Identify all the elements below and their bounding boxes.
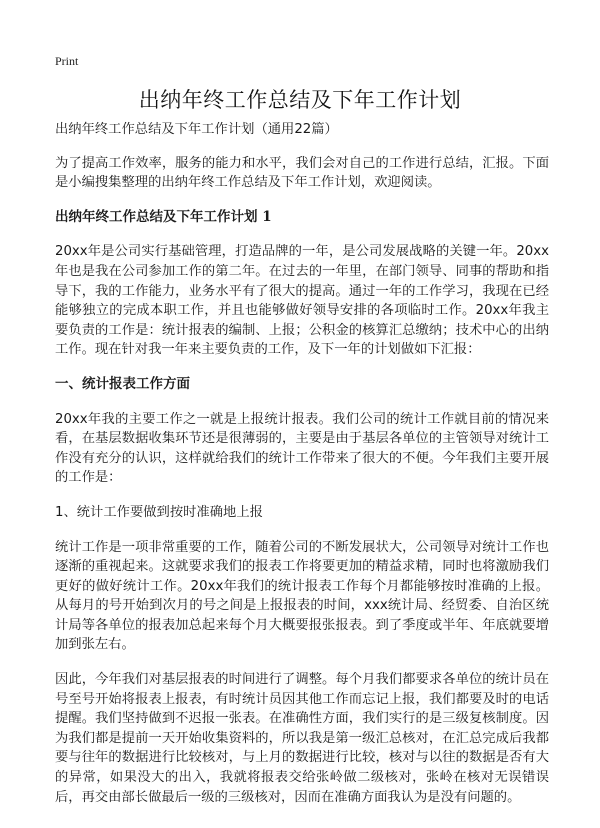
paragraph: 20xx年我的主要工作之一就是上报统计报表。我们公司的统计工作就目前的情况来看，在基层数据收集环节还是很薄弱的，主要是由于基层各单位的主管领导对统计工作没有充分的认识，这样就给我们的统计工作带来了很大的不便。今年我们主要开展的工作是： bbox=[55, 411, 549, 486]
document-subtitle: 出纳年终工作总结及下年工作计划（通用22篇） bbox=[55, 122, 338, 137]
intro-paragraph: 为了提高工作效率，服务的能力和水平，我们会对自己的工作进行总结，汇报。下面是小编搜集整理的出纳年终工作总结及下年工作计划，欢迎阅读。 bbox=[55, 155, 549, 191]
paragraph: 因此，今年我们对基层报表的时间进行了调整。每个月我们都要求各单位的统计员在号至号开始将报表上报表，有时统计员因其他工作而忘记上报，我们都要及时的电话提醒。我们坚持做到不迟报一张表。在准确性方面，我们实行的是三级复核制度。因为我们都是提前一天开始收集资料的，所以我是第一级汇总核对，在汇总完成后我都要与往年的数据进行比较核对，与上月的数据进行比较，核对与以往的数据是否有大的异常，如果没大的出入，我就将报表交给张岭做二级核对，张岭在核对无误错误后，再交由部长做最后一级的三级核对，因而在准确方面我认为是没有问题的。 bbox=[55, 672, 549, 805]
document-body bbox=[55, 120, 549, 822]
print-label: Print bbox=[55, 54, 79, 68]
paragraph: 统计工作是一项非常重要的工作，随着公司的不断发展状大，公司领导对统计工作也逐渐的重视起来。这就要求我们的报表工作将要更加的精益求精，同时也将激励我们更好的做好统计工作。20xx年我们的统计报表工作每个月都能够按时准确的上报。从每月的号开始到次月的号之间是上报报表的时间，xxx统计局、经贸委、自治区统计局等各单位的报表加总起来每个月大概要报张报表。到了季度或半年、年底就要增加到张左右。 bbox=[55, 539, 549, 653]
paragraph: 20xx年是公司实行基础管理，打造品牌的一年，是公司发展战略的关键一年。20xx年也是我在公司参加工作的第二年。在过去的一年里，在部门领导、同事的帮助和指导下，我的工作能力，业务水平有了很大的提高。通过一年的工作学习，我现在已经能够独立的完成本职工作，并且也能够做好领导安排的各项临时工作。20xx年我主要负责的工作是：统计报表的编制、上报；公积金的核算汇总缴纳；技术中心的出纳工作。现在针对我一年来主要负责的工作，及下一年的计划做如下汇报： bbox=[55, 244, 549, 358]
document-title: 出纳年终工作总结及下年工作计划 bbox=[138, 88, 462, 112]
list-item: 1、统计工作要做到按时准确地上报 bbox=[55, 504, 263, 520]
subsection-heading: 一、统计报表工作方面 bbox=[55, 375, 190, 392]
section-heading: 出纳年终工作总结及下年工作计划 1 bbox=[55, 208, 272, 225]
